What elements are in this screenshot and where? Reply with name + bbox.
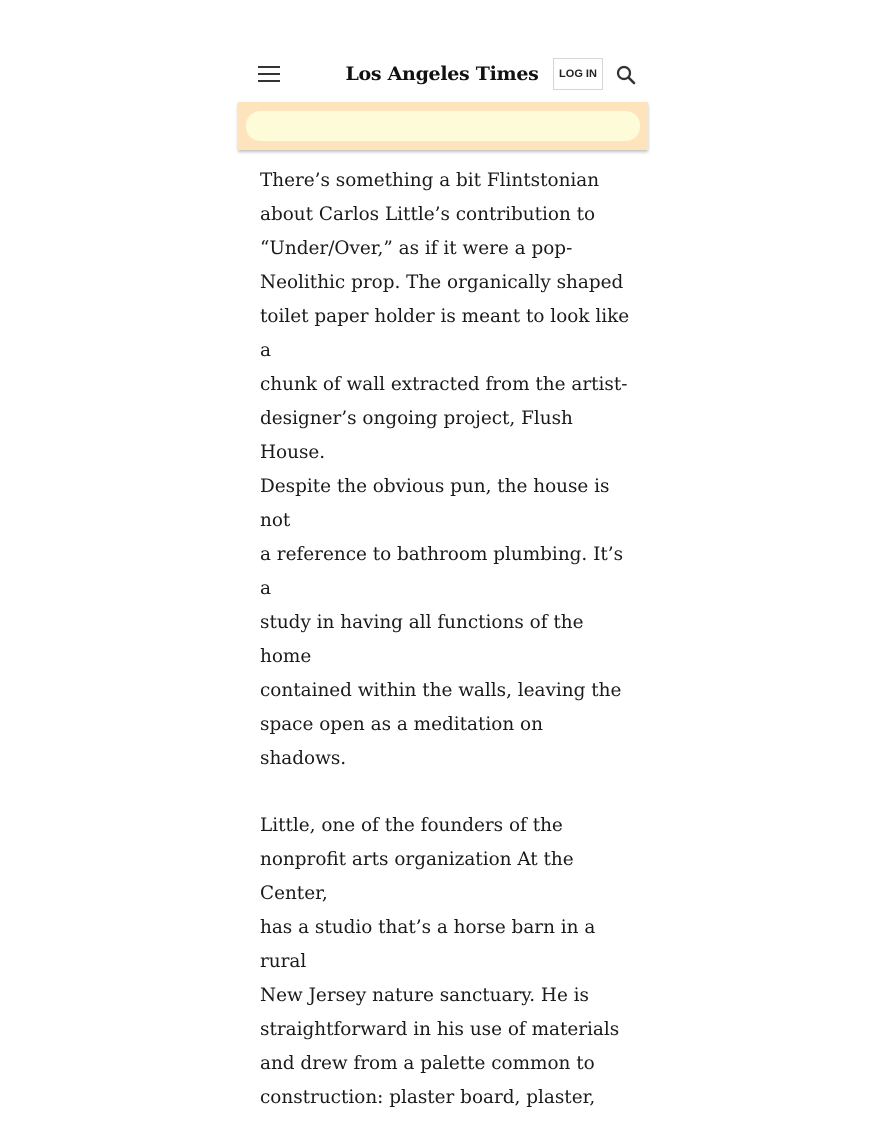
article-paragraph: Little, one of the founders of the nonprofit arts organization At the Center, has a studio that’s a horse barn in a rural New Jersey nature sanctuary. He is straightforward in his use of materials and drew from a palette common to construction: plaster board, plaster, xyxy=(260,815,620,1108)
ad-banner[interactable] xyxy=(238,102,648,150)
ad-banner-content xyxy=(246,111,640,141)
search-icon[interactable] xyxy=(616,65,636,85)
hamburger-menu-icon[interactable] xyxy=(258,65,282,83)
login-button[interactable]: LOG IN xyxy=(553,58,603,90)
article-paragraph: There’s something a bit Flintstonian about Carlos Little’s contribution to “Under/Over,” as if it were a pop- Neolithic prop. The organically shaped toilet paper holder is meant to look like a chunk of wall extracted from the artist- designer’s ongoing project, Flush House. Despite the obvious pun, the house is not a reference to bathroom plumbing. It’s a study in having all functions of the home contained within the walls, leaving the space open as a meditation on shadows. xyxy=(260,170,630,769)
mobile-viewport xyxy=(238,0,648,1108)
site-logo[interactable]: Los Angeles Times xyxy=(345,63,539,85)
site-header xyxy=(238,48,648,102)
article-body xyxy=(260,164,630,1148)
